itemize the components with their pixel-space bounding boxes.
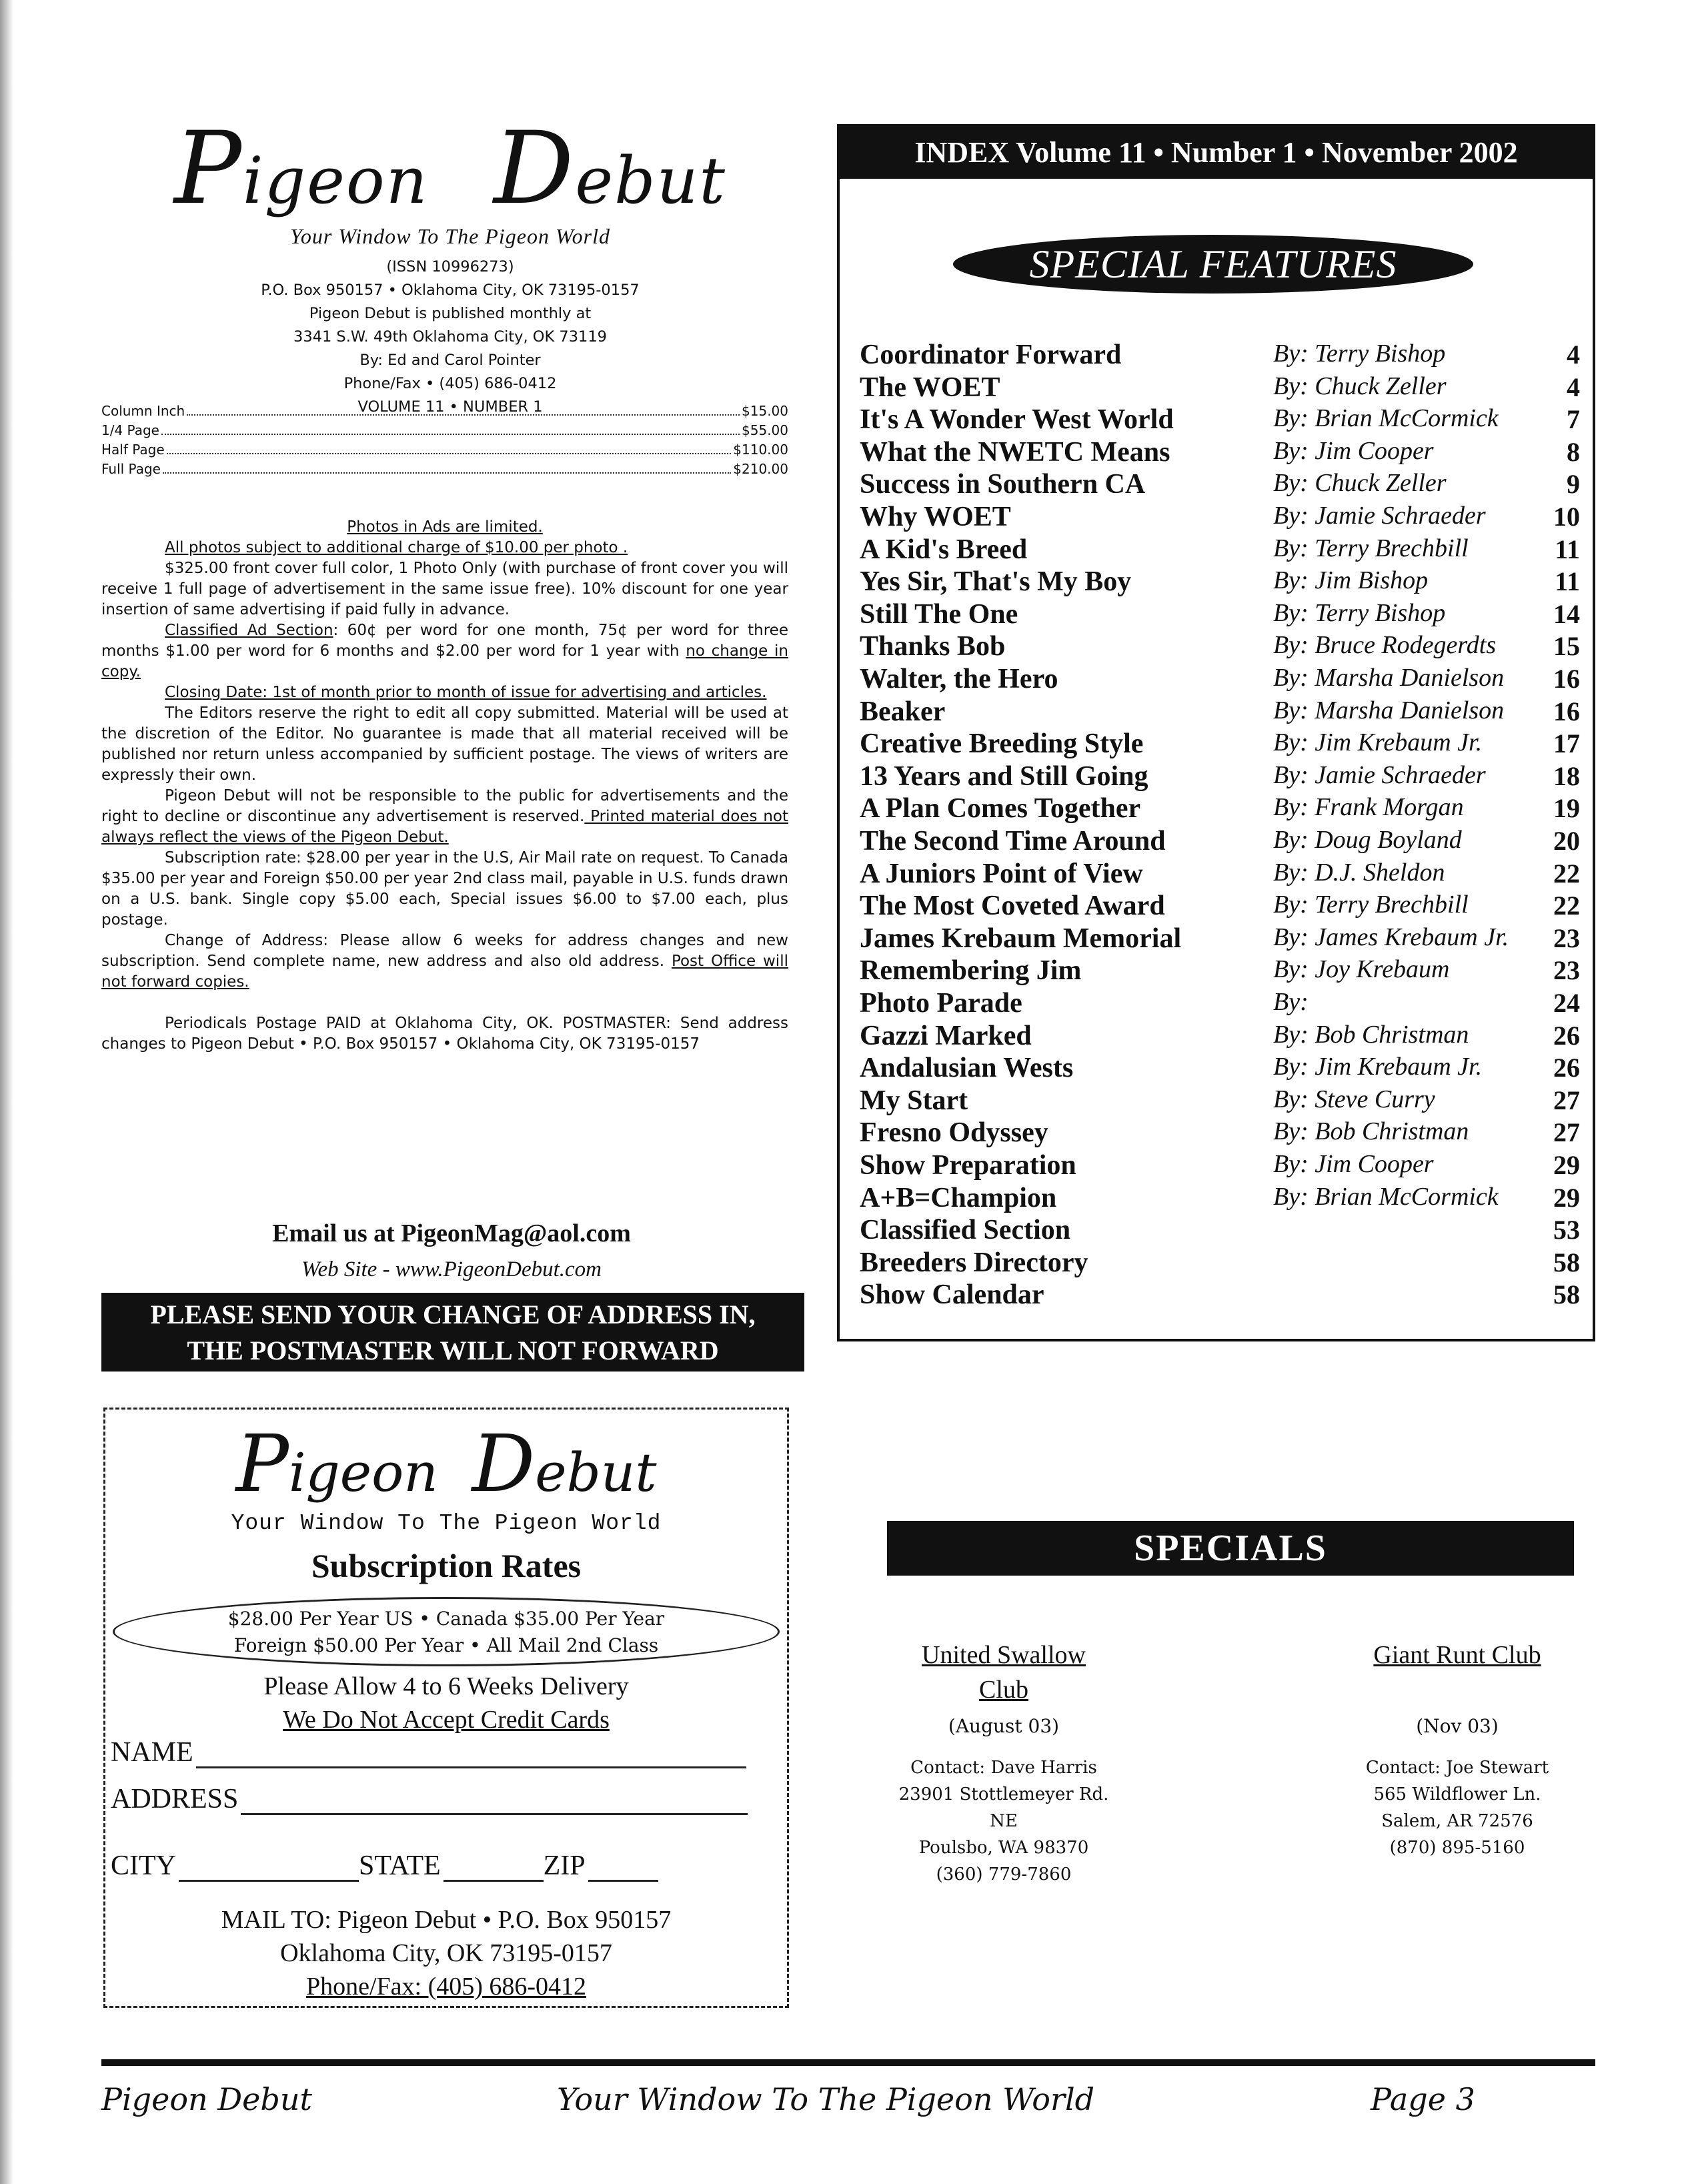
index-entry-page: 7: [1567, 404, 1580, 435]
index-entry-page: 23: [1553, 923, 1580, 953]
index-entry-author: By: Jim Cooper: [1273, 1150, 1434, 1178]
published-at: Pigeon Debut is published monthly at: [309, 305, 592, 322]
club-giant-runt: Giant Runt Club (Nov 03) Contact: Joe Stewart 565 Wildflower Ln. Salem, AR 72576 (870) 895-5160: [1341, 1638, 1574, 1861]
ad-rate-list: [101, 402, 788, 479]
index-entry-page: 27: [1553, 1117, 1580, 1148]
photos-charge-note: All photos subject to additional charge of $10.00 per photo .: [165, 539, 628, 556]
index-entry-page: 9: [1567, 469, 1580, 500]
index-entry-page: 15: [1553, 631, 1580, 662]
advertising-policy: [101, 517, 788, 1055]
index-entry-title: Show Preparation: [860, 1150, 1076, 1181]
subscription-form: [103, 1408, 789, 2008]
closing-date-note: Closing Date: 1st of month prior to month of issue for advertising and articles.: [165, 684, 767, 701]
change-of-address-note: Change of Address: Please allow 6 weeks for address changes and new subscription. Send complete name, new address and also old address. Post Office will not forward copies.: [101, 932, 788, 991]
index-entry-title: The Second Time Around: [860, 826, 1166, 857]
index-entry-page: 19: [1553, 793, 1580, 824]
rate-row: 1/4 Page $55.00: [101, 422, 788, 438]
index-entry: [860, 1020, 1580, 1052]
index-entry-title: Success in Southern CA: [860, 469, 1146, 500]
index-entry: [860, 696, 1580, 728]
index-entry-page: 26: [1553, 1053, 1580, 1083]
editors-note: The Editors reserve the right to edit all copy submitted. Material will be used at the discretion of the Editor. No guarantee is made that all material received will be published nor return unless accompanied by sufficient postage. The views of writers are expressly their own.: [101, 704, 788, 784]
index-entry-author: By: Brian McCormick: [1273, 1182, 1499, 1211]
index-entry: [860, 339, 1580, 371]
index-entry-author: By: Steve Curry: [1273, 1085, 1435, 1113]
index-entry-page: 27: [1553, 1085, 1580, 1115]
index-entry: [860, 1149, 1580, 1181]
index-entry-title: Creative Breeding Style: [860, 728, 1144, 760]
index-entry-title: The WOET: [860, 372, 1000, 403]
masthead: [93, 111, 807, 419]
index-entry-author: By: James Krebaum Jr.: [1273, 923, 1509, 951]
index-entry-author: By: Marsha Danielson: [1273, 696, 1505, 724]
index-entry-title: Walter, the Hero: [860, 664, 1058, 694]
index-entry-author: By: Chuck Zeller: [1273, 372, 1447, 400]
masthead-tagline: Your Window To The Pigeon World: [290, 224, 610, 248]
index-entry-title: Coordinator Forward: [860, 340, 1122, 370]
form-tagline: Your Window To The Pigeon World: [231, 1511, 662, 1536]
delivery-note: Please Allow 4 to 6 Weeks Delivery: [263, 1672, 629, 1700]
footer-rule: [101, 2059, 1595, 2066]
index-entry-page: 14: [1553, 598, 1580, 629]
index-entry: [860, 1214, 1580, 1246]
index-entry-page: 23: [1553, 955, 1580, 986]
phone-fax: Phone/Fax • (405) 686-0412: [343, 375, 557, 392]
index-entry-author: By: Chuck Zeller: [1273, 469, 1447, 498]
index-entry-page: 53: [1553, 1215, 1580, 1245]
index-entry-title: Photo Parade: [860, 988, 1022, 1019]
index-entry-page: 4: [1567, 372, 1580, 402]
index-entry: [860, 630, 1580, 662]
city-state-zip-field[interactable]: CITY STATE ZIP: [111, 1850, 658, 1882]
index-entry: [860, 468, 1580, 500]
index-entry-page: 16: [1553, 696, 1580, 726]
index-entry-page: 29: [1553, 1182, 1580, 1213]
footer-publication-name: Pigeon Debut: [101, 2081, 312, 2117]
index-entry-title: A+B=Champion: [860, 1182, 1057, 1213]
index-entry-title: Fresno Odyssey: [860, 1117, 1048, 1149]
index-entry: [860, 663, 1580, 695]
index-entry-author: By: Marsha Danielson: [1273, 664, 1505, 692]
index-entry: [860, 436, 1580, 468]
city-line[interactable]: [179, 1856, 359, 1882]
index-entry-author: By: Jim Krebaum Jr.: [1273, 728, 1483, 757]
street-address: 3341 S.W. 49th Oklahoma City, OK 73119: [293, 328, 607, 346]
footer-tagline: Your Window To The Pigeon World: [557, 2081, 1095, 2117]
index-entry-title: A Juniors Point of View: [860, 858, 1143, 889]
index-entry-title: A Plan Comes Together: [860, 793, 1141, 825]
rate-row: Half Page $110.00: [101, 442, 788, 458]
index-entry-title: What the NWETC Means: [860, 436, 1170, 468]
periodicals-note: Periodicals Postage PAID at Oklahoma City, OK. POSTMASTER: Send address changes to Pigeon Debut • P.O. Box 950157 • Oklahoma City, OK 73195-0157: [101, 1015, 788, 1053]
index-entry-title: Yes Sir, That's My Boy: [860, 566, 1132, 598]
mailing-address: MAIL TO: Pigeon Debut • P.O. Box 950157 Oklahoma City, OK 73195-0157 Phone/Fax: (405) 686-0412: [221, 1906, 672, 2001]
index-box: [837, 124, 1595, 1341]
page-binding-shadow: [0, 0, 13, 2184]
index-entry-page: 11: [1555, 534, 1580, 564]
index-entry-title: Why WOET: [860, 502, 1011, 532]
index-entry: [860, 760, 1580, 792]
index-entry-page: 29: [1553, 1150, 1580, 1180]
subscription-prices: $28.00 Per Year US • Canada $35.00 Per Year Foreign $50.00 Per Year • All Mail 2nd Class: [113, 1597, 780, 1666]
index-entry-title: James Krebaum Memorial: [860, 923, 1182, 954]
po-box: P.O. Box 950157 • Oklahoma City, OK 73195-0157: [261, 282, 640, 299]
index-entry-page: 16: [1553, 664, 1580, 694]
index-entry-page: 10: [1553, 502, 1580, 532]
email-contact: Email us at PigeonMag@aol.com: [272, 1219, 631, 1247]
index-entry-author: By: Jim Cooper: [1273, 436, 1434, 465]
index-entry-page: 58: [1553, 1279, 1580, 1310]
index-entry-page: 11: [1555, 566, 1580, 597]
form-logo: Pigeon Debut: [235, 1418, 657, 1510]
index-entry-title: Still The One: [860, 598, 1018, 630]
index-entry: [860, 566, 1580, 598]
index-entry-author: By: D.J. Sheldon: [1273, 858, 1445, 887]
name-field[interactable]: NAME: [111, 1736, 746, 1768]
index-entry-title: Andalusian Wests: [860, 1053, 1074, 1084]
index-entry-page: 22: [1553, 891, 1580, 921]
index-entry-author: By: Bob Christman: [1273, 1020, 1469, 1049]
index-entry: [860, 728, 1580, 760]
name-line[interactable]: [196, 1742, 746, 1768]
footer-page-number: Page 3: [1371, 2081, 1475, 2117]
specials-header: SPECIALS: [887, 1521, 1574, 1576]
classified-note: Classified Ad Section: 60¢ per word for one month, 75¢ per word for three months $1.00 per word for 6 months and $2.00 per word for 1 year with no change in copy.: [101, 622, 788, 680]
index-entry-author: By: Jamie Schraeder: [1273, 502, 1486, 530]
index-entry-author: By: Terry Bishop: [1273, 340, 1446, 368]
rate-row: Full Page $210.00: [101, 461, 788, 477]
index-entry: [860, 890, 1580, 922]
index-entry-title: Remembering Jim: [860, 955, 1082, 987]
masthead-logo: Pigeon Debut: [173, 111, 726, 227]
photos-limited-note: Photos in Ads are limited.: [347, 518, 543, 536]
publishers: By: Ed and Carol Pointer: [359, 352, 541, 369]
index-entry: [860, 1247, 1580, 1279]
index-entry-author: By: Brian McCormick: [1273, 404, 1499, 433]
index-entry-page: 18: [1553, 760, 1580, 791]
index-entry-page: 4: [1567, 340, 1580, 370]
index-entry: [860, 501, 1580, 533]
index-entry-page: 17: [1553, 728, 1580, 759]
index-entry-title: The Most Coveted Award: [860, 891, 1165, 922]
index-entry-author: By: Terry Brechbill: [1273, 891, 1469, 919]
index-entry-title: Breeders Directory: [860, 1247, 1088, 1278]
index-entry-title: My Start: [860, 1085, 968, 1116]
index-entry: [860, 1182, 1580, 1214]
rate-row: Column Inch $15.00: [101, 403, 788, 419]
index-entry-title: Show Calendar: [860, 1279, 1044, 1311]
index-entry-page: 20: [1553, 826, 1580, 856]
subscription-rate-note: Subscription rate: $28.00 per year in the U.S, Air Mail rate on request. To Canada $35.00 per year and Foreign $50.00 per year 2nd class mail, payable in U.S. funds drawn on a U.S. bank. Single copy $5.00 each, Special issues $6.00 to $7.00 each, plus postage.: [101, 849, 788, 929]
no-credit-cards-note: We Do Not Accept Credit Cards: [283, 1706, 610, 1734]
index-entry-author: By: Joy Krebaum: [1273, 955, 1450, 984]
club-united-swallow: United Swallow Club (August 03) Contact: Dave Harris 23901 Stottlemeyer Rd. NE Poulsbo, WA 98370 (360) 779-7860: [887, 1638, 1120, 1888]
index-entry: [860, 825, 1580, 857]
index-entry: [860, 1279, 1580, 1311]
index-entry-author: By: Doug Boyland: [1273, 826, 1462, 854]
address-change-warning: PLEASE SEND YOUR CHANGE OF ADDRESS IN, THE POSTMASTER WILL NOT FORWARD: [101, 1293, 804, 1372]
index-entry: [860, 987, 1580, 1019]
index-entry-title: 13 Years and Still Going: [860, 760, 1148, 792]
special-features-heading: SPECIAL FEATURES: [953, 235, 1473, 294]
index-entry-title: Beaker: [860, 696, 946, 727]
index-entry-author: By:: [1273, 988, 1309, 1016]
index-entry: [860, 534, 1580, 566]
issn: (ISSN 10996273): [386, 258, 514, 276]
index-entry-page: 22: [1553, 858, 1580, 889]
index-entry-author: By: Jamie Schraeder: [1273, 760, 1486, 789]
index-entry-author: By: Jim Krebaum Jr.: [1273, 1053, 1483, 1081]
responsibility-note: Pigeon Debut will not be responsible to the public for advertisements and the right to decline or discontinue any advertisement is reserved. Printed material does not always reflect the views of the Pigeon Debut.: [101, 787, 789, 846]
index-entry-author: By: Bruce Rodegerdts: [1273, 631, 1497, 660]
club-contact: Contact: Joe Stewart 565 Wildflower Ln. Salem, AR 72576 (870) 895-5160: [1365, 1758, 1549, 1858]
website-link: Web Site - www.PigeonDebut.com: [301, 1257, 602, 1281]
index-entry-page: 26: [1553, 1020, 1580, 1051]
volume-number: VOLUME 11 • NUMBER 1: [357, 398, 543, 416]
index-entry-title: A Kid's Breed: [860, 534, 1028, 565]
address-field[interactable]: ADDRESS: [111, 1783, 748, 1815]
index-entry-page: 8: [1567, 436, 1580, 467]
front-cover-note: $325.00 front cover full color, 1 Photo Only (with purchase of front cover you will receive 1 full page of advertisement in the same issue free). 10% discount for one year insertion of same advertising if paid fully in advance.: [101, 560, 788, 618]
state-line[interactable]: [444, 1856, 544, 1882]
index-entry: [860, 1085, 1580, 1117]
index-entry: [860, 598, 1580, 630]
index-entry-author: By: Frank Morgan: [1273, 793, 1464, 822]
index-entry: [860, 1052, 1580, 1084]
index-entry-page: 24: [1553, 988, 1580, 1018]
index-entry-title: Classified Section: [860, 1215, 1071, 1246]
index-entry-author: By: Jim Bishop: [1273, 566, 1429, 595]
publication-info: [93, 255, 807, 419]
index-entry: [860, 372, 1580, 404]
index-entry-page: 58: [1553, 1247, 1580, 1277]
index-entry: [860, 955, 1580, 987]
index-entry-title: It's A Wonder West World: [860, 404, 1174, 436]
zip-line[interactable]: [588, 1856, 658, 1882]
address-line[interactable]: [241, 1789, 748, 1815]
index-entry-title: Thanks Bob: [860, 631, 1006, 662]
index-entry: [860, 923, 1580, 955]
form-title: Subscription Rates: [311, 1547, 582, 1584]
index-entry-author: By: Terry Brechbill: [1273, 534, 1469, 562]
index-entry: [860, 1117, 1580, 1149]
index-entry: [860, 858, 1580, 890]
club-contact: Contact: Dave Harris 23901 Stottlemeyer Rd. NE Poulsbo, WA 98370 (360) 779-7860: [898, 1758, 1109, 1884]
index-entry-title: Gazzi Marked: [860, 1020, 1032, 1051]
index-header: INDEX Volume 11 • Number 1 • November 2002: [840, 127, 1593, 179]
index-entry-author: By: Terry Bishop: [1273, 598, 1446, 627]
index-entry: [860, 404, 1580, 436]
index-entry-author: By: Bob Christman: [1273, 1117, 1469, 1146]
index-entry: [860, 792, 1580, 825]
